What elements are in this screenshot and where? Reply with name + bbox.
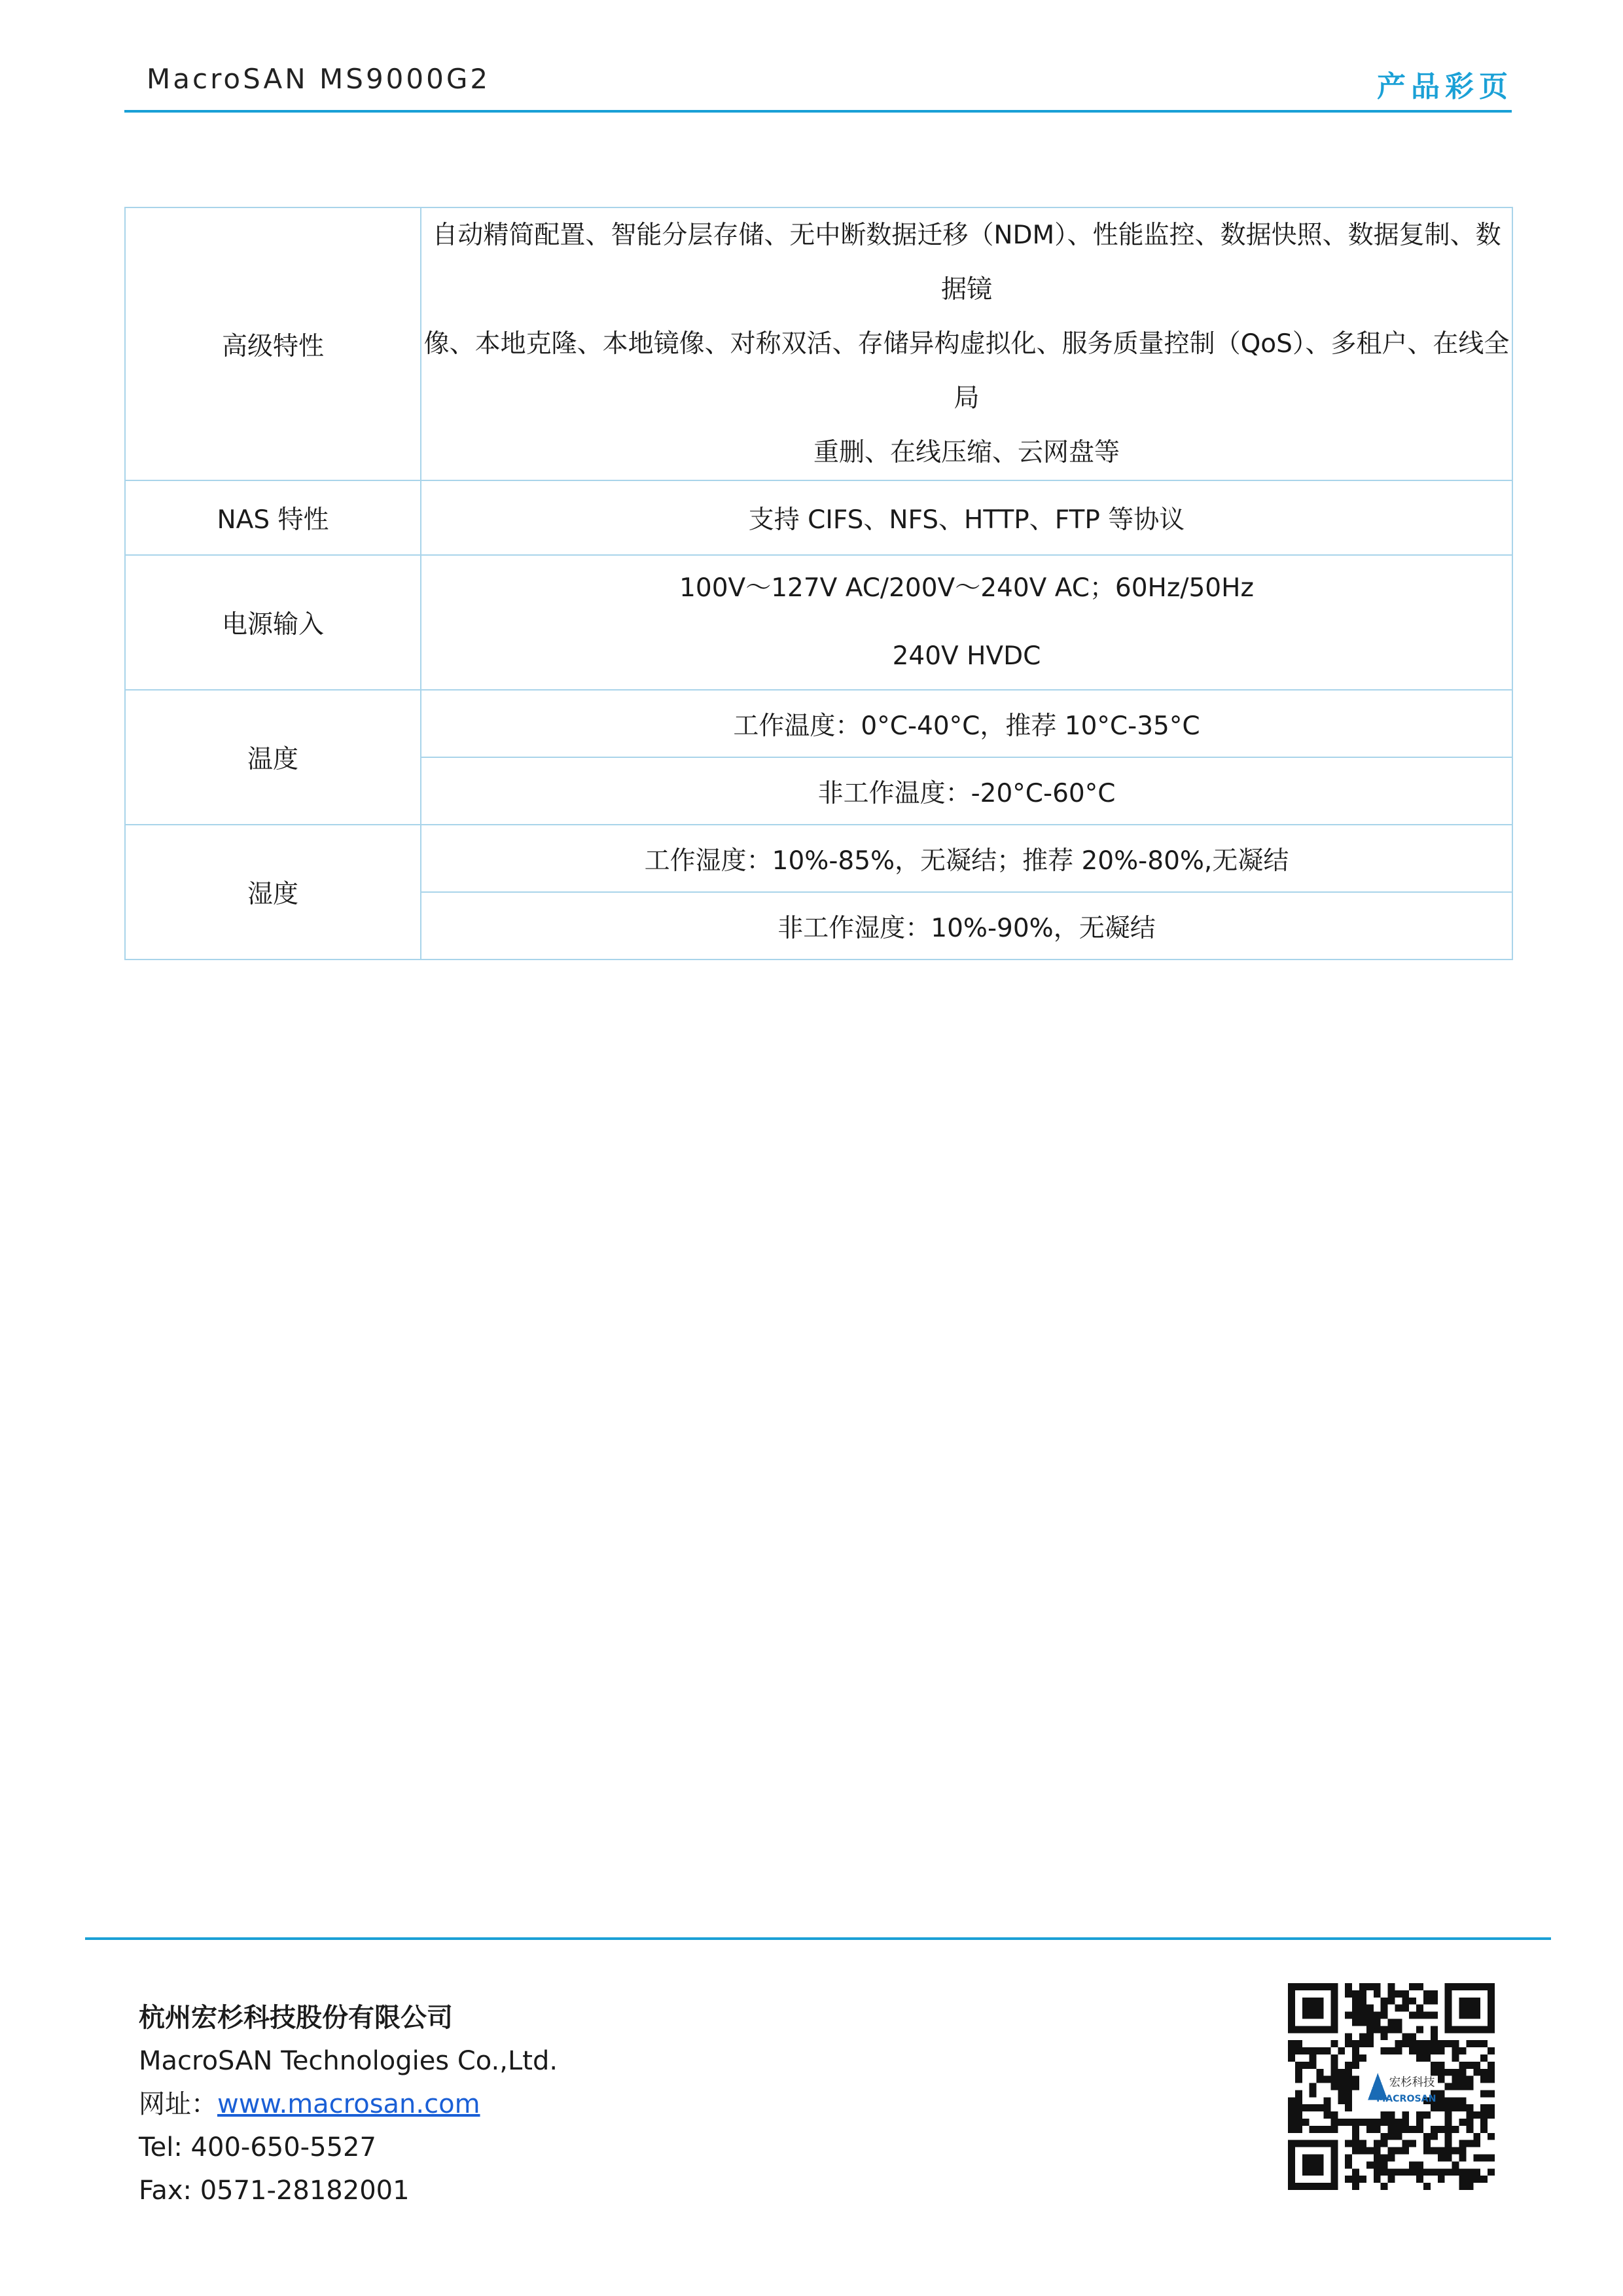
spec-table [124,207,1513,960]
fax-line: Fax: 0571-28182001 [139,2176,410,2206]
company-name-en: MacroSAN Technologies Co.,Ltd. [139,2046,558,2076]
row-value [421,207,1512,480]
value-line: 重删、在线压缩、云网盘等 [813,438,1120,467]
website-line [139,2083,558,2126]
tel-line: Tel: 400-650-5527 [139,2132,376,2162]
row-value: 工作湿度：10%-85%，无凝结；推荐 20%-80%,无凝结 [421,825,1512,892]
website-label: 网址： [139,2089,217,2119]
row-value: 工作温度：0°C-40°C，推荐 10°C-35°C [421,690,1512,757]
website-link[interactable]: www.macrosan.com [217,2089,480,2119]
row-label: 湿度 [125,825,421,960]
value-line: 自动精简配置、智能分层存储、无中断数据迁移（NDM）、性能监控、数据快照、数据复制、数据镜 [432,221,1501,304]
row-value [421,555,1512,690]
table-row [125,690,1512,757]
table-row [125,480,1512,555]
qr-code [1288,1983,1495,2190]
section-label: 产品彩页 [1377,70,1513,103]
value-line: 100V～127V AC/200V～240V AC；60Hz/50Hz [679,573,1254,603]
qr-logo-text: 宏杉科技 [1389,2075,1435,2089]
footer-divider [85,1937,1551,1940]
row-value: 非工作湿度：10%-90%，无凝结 [421,892,1512,960]
row-label: 电源输入 [125,555,421,690]
row-label: NAS 特性 [125,480,421,555]
value-line: 像、本地克隆、本地镜像、对称双活、存储异构虚拟化、服务质量控制（QoS）、多租户、在线全局 [423,329,1510,413]
footer-contact [139,1996,558,2212]
document-title: MacroSAN MS9000G2 [147,63,491,95]
header-divider [124,110,1512,113]
value-line: 240V HVDC [892,641,1041,671]
row-value: 非工作温度：-20°C-60°C [421,757,1512,825]
table-row [125,825,1512,892]
qr-logo-sub: MACROSAN [1376,2093,1436,2104]
row-value: 支持 CIFS、NFS、HTTP、FTP 等协议 [421,480,1512,555]
table-row [125,207,1512,480]
company-name-cn: 杭州宏杉科技股份有限公司 [139,2003,453,2033]
row-label: 高级特性 [125,207,421,480]
row-label: 温度 [125,690,421,825]
table-row [125,555,1512,690]
